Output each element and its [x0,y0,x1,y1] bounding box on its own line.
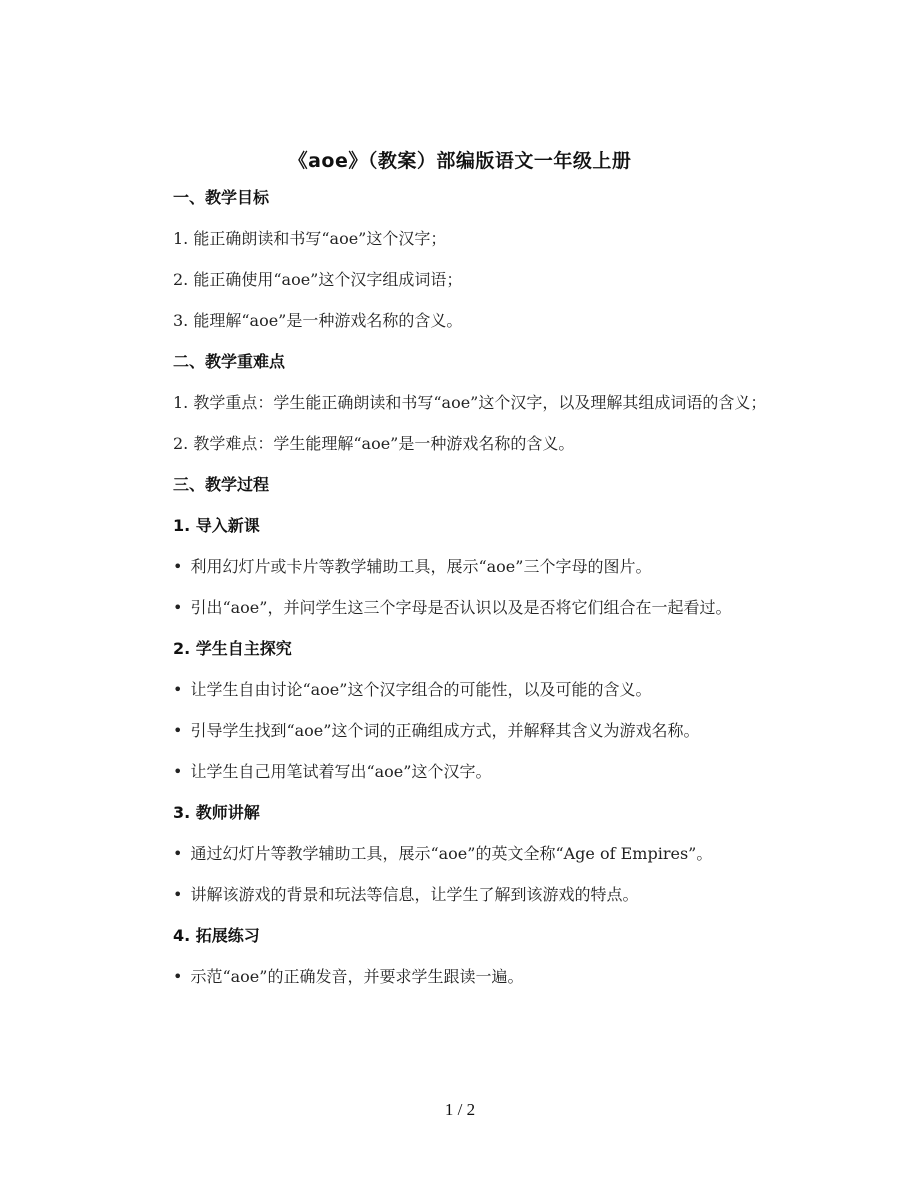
section-heading-objectives: 一、教学目标 [173,188,270,207]
document-body [133,184,778,1004]
bullet-item: • 让学生自由讨论“aoe”这个汉字组合的可能性，以及可能的含义。 [133,676,778,704]
document-title: 《aoe》（教案）部编版语文一年级上册 [288,150,632,172]
bullet-item: • 通过幻灯片等教学辅助工具，展示“aoe”的英文全称“Age of Empires”。 [133,840,778,868]
objective-item: 2. 能正确使用“aoe”这个汉字组成词语； [173,270,463,289]
subsection-heading-practice: 4. 拓展练习 [173,926,260,945]
objective-item: 1. 能正确朗读和书写“aoe”这个汉字； [173,229,447,248]
bullet-item: • 利用幻灯片或卡片等教学辅助工具，展示“aoe”三个字母的图片。 [133,553,778,581]
bullet-item: • 引导学生找到“aoe”这个词的正确组成方式，并解释其含义为游戏名称。 [133,717,778,745]
section-heading-key-points: 二、教学重难点 [173,352,286,371]
bullet-item: • 示范“aoe”的正确发音，并要求学生跟读一遍。 [133,963,778,991]
bullet-item: • 引出“aoe”，并问学生这三个字母是否认识以及是否将它们组合在一起看过。 [133,594,778,622]
subsection-heading-intro: 1. 导入新课 [173,516,260,535]
page-number: 1 / 2 [444,1100,476,1119]
key-point-item: 1. 教学重点：学生能正确朗读和书写“aoe”这个汉字，以及理解其组成词语的含义； [173,393,767,412]
subsection-heading-teacher: 3. 教师讲解 [173,803,260,822]
bullet-item: • 讲解该游戏的背景和玩法等信息，让学生了解到该游戏的特点。 [133,881,778,909]
bullet-item: • 让学生自己用笔试着写出“aoe”这个汉字。 [133,758,778,786]
section-heading-process: 三、教学过程 [173,475,270,494]
objective-item: 3. 能理解“aoe”是一种游戏名称的含义。 [173,311,463,330]
key-point-item: 2. 教学难点：学生能理解“aoe”是一种游戏名称的含义。 [173,434,575,453]
subsection-heading-explore: 2. 学生自主探究 [173,639,292,658]
